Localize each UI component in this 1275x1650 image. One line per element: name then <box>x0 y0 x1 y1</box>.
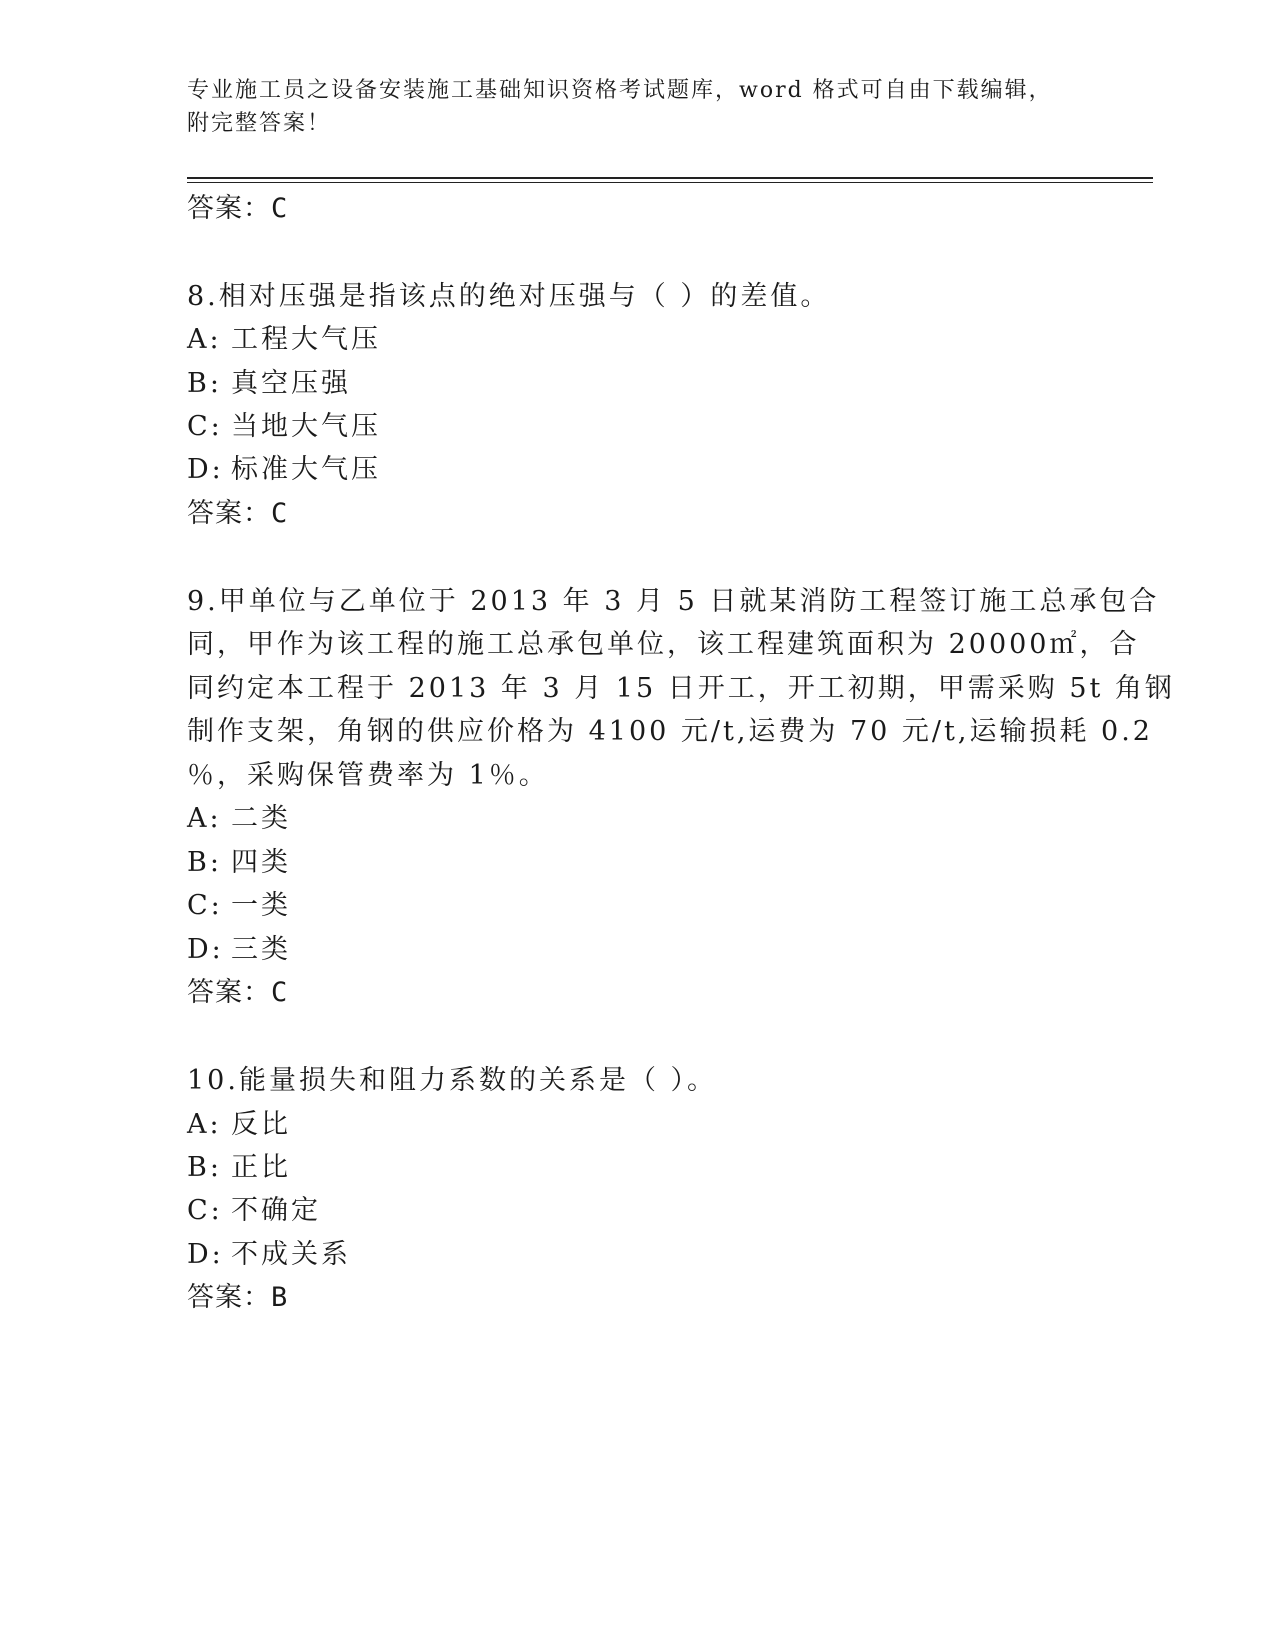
question-9-stem-line: 9.甲单位与乙单位于 2013 年 3 月 5 日就某消防工程签订施工总承包合 <box>187 586 1160 617</box>
option-text: 三类 <box>231 934 291 965</box>
option-text: 真空压强 <box>231 368 351 399</box>
question-9-option-d <box>187 927 291 966</box>
option-key: C: <box>187 1195 223 1226</box>
option-text: 标准大气压 <box>231 454 381 485</box>
question-9-answer: 答案：C <box>187 977 289 1008</box>
option-text: 一类 <box>231 890 291 921</box>
option-key: C: <box>187 890 223 921</box>
question-8-option-c <box>187 404 381 443</box>
option-key: A: <box>187 1109 222 1140</box>
question-8-answer: 答案：C <box>187 498 289 529</box>
question-8-option-d <box>187 447 381 486</box>
option-key: D: <box>187 934 224 965</box>
question-9-stem-line: 同，甲作为该工程的施工总承包单位，该工程建筑面积为 20000㎡，合 <box>187 629 1140 660</box>
option-key: B: <box>187 1152 222 1183</box>
option-key: A: <box>187 803 222 834</box>
question-10-option-c <box>187 1188 321 1227</box>
previous-question-answer: 答案：C <box>187 193 289 224</box>
question-9-option-c <box>187 883 291 922</box>
question-9-option-a <box>187 796 291 835</box>
question-10-option-b <box>187 1145 291 1184</box>
question-9-option-b <box>187 840 291 879</box>
option-key: A: <box>187 324 222 355</box>
option-key: C: <box>187 411 223 442</box>
question-10-option-d <box>187 1232 351 1271</box>
question-9-stem-line: 制作支架，角钢的供应价格为 4100 元/t,运费为 70 元/t,运输损耗 0.2 <box>187 716 1153 747</box>
option-text: 不确定 <box>231 1195 321 1226</box>
question-9-stem-line: ％，采购保管费率为 1％。 <box>187 760 549 791</box>
question-8-option-b <box>187 361 351 400</box>
document-header <box>187 74 1067 140</box>
header-divider-thin <box>187 182 1153 183</box>
option-key: B: <box>187 368 222 399</box>
question-9-stem-line: 同约定本工程于 2013 年 3 月 15 日开工，开工初期，甲需采购 5t 角钢 <box>187 673 1175 704</box>
option-key: D: <box>187 454 224 485</box>
header-line-1: 专业施工员之设备安装施工基础知识资格考试题库，word 格式可自由下载编辑， <box>187 78 1053 103</box>
question-10-answer: 答案：B <box>187 1282 289 1313</box>
option-text: 四类 <box>231 847 291 878</box>
header-line-2: 附完整答案！ <box>187 111 332 136</box>
question-10-option-a <box>187 1102 291 1141</box>
option-text: 反比 <box>231 1109 291 1140</box>
option-text: 工程大气压 <box>231 324 381 355</box>
option-text: 不成关系 <box>231 1239 351 1270</box>
question-8-option-a <box>187 317 381 356</box>
header-divider-thick <box>187 177 1153 179</box>
question-10-stem: 10.能量损失和阻力系数的关系是（ ）。 <box>187 1065 718 1096</box>
option-text: 二类 <box>231 803 291 834</box>
option-key: B: <box>187 847 222 878</box>
option-text: 当地大气压 <box>231 411 381 442</box>
question-8-stem: 8.相对压强是指该点的绝对压强与（ ）的差值。 <box>187 281 831 312</box>
option-text: 正比 <box>231 1152 291 1183</box>
option-key: D: <box>187 1239 224 1270</box>
